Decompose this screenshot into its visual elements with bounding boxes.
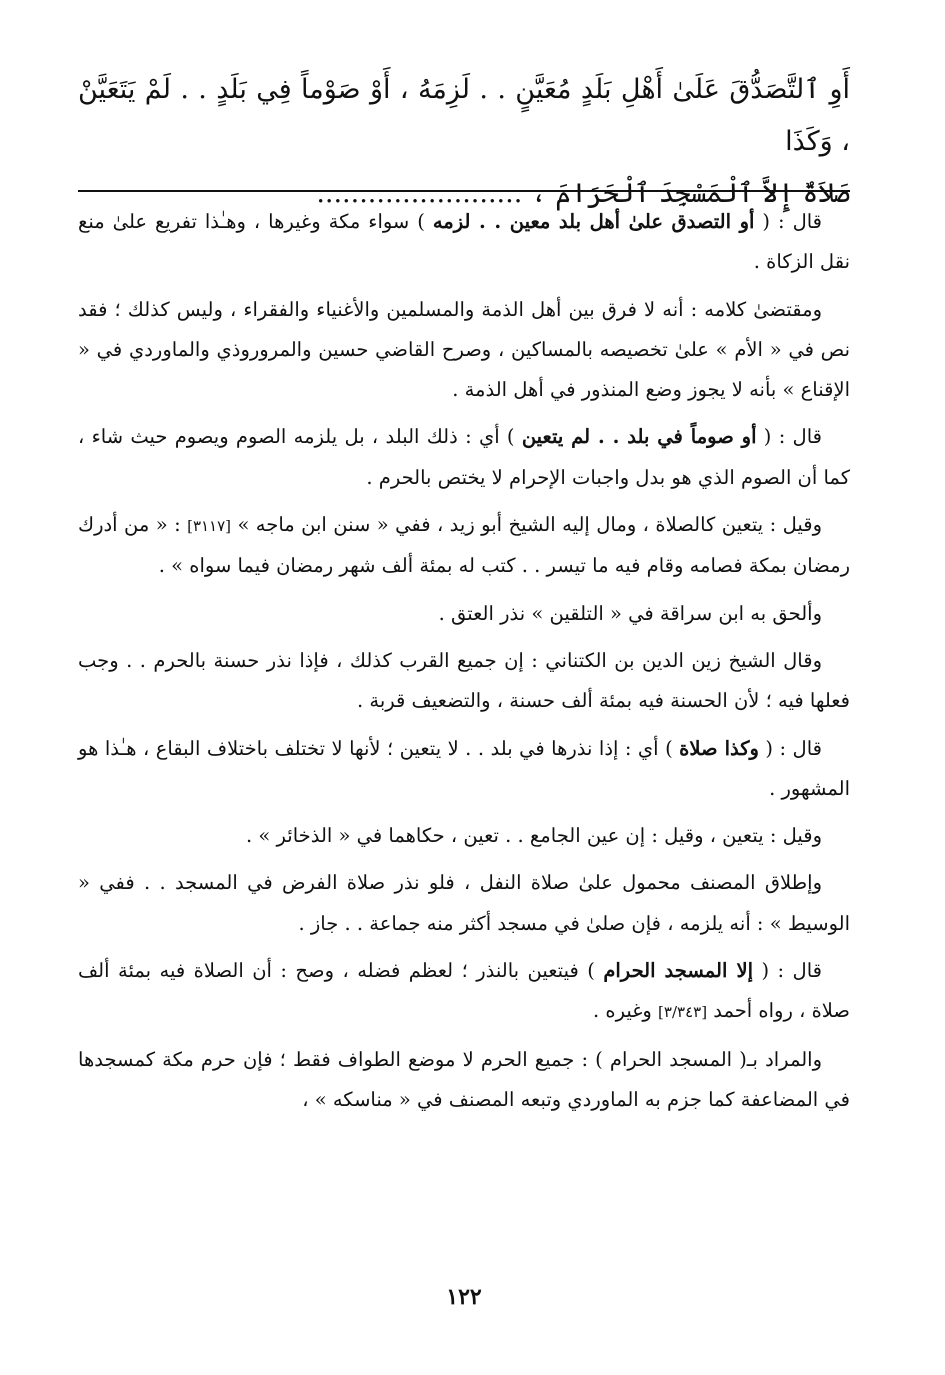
paragraph-11: والمراد بـ( المسجد الحرام ) : جميع الحرم لا موضع الطواف فقط ؛ فإن حرم مكة كمسجدها في المضاعفة كما جزم به الماوردي وتبعه المصنف في « مناسكه » ، (78, 1047, 850, 1111)
hadith-reference: [٣/٣٤٣] (658, 1003, 708, 1022)
paragraph-7: قال : ( وكذا صلاة ) أي : إذا نذرها في بلد . . لا يتعين ؛ لأنها لا تختلف باختلاف البقاع ، هـٰذا هو المشهور . (78, 736, 850, 800)
paragraph-1: قال : ( أو التصدق علىٰ أهل بلد معين . . لزمه ) سواء مكة وغيرها ، وهـٰذا تفريع علىٰ منع نقل الزكاة . (78, 210, 850, 274)
paragraph-4: وقيل : يتعين كالصلاة ، ومال إليه الشيخ أبو زيد ، ففي « سنن ابن ماجه » [٣١١٧] : « من أدرك رمضان بمكة فصامه وقام فيه ما تيسر . . كتب له بمئة ألف شهر رمضان فيما سواه » . (78, 513, 850, 578)
page-number: ١٢٢ (446, 1284, 482, 1310)
quoted-text: أو صوماً في بلد . . لم يتعين (521, 425, 757, 449)
main-text-line-1: أَوِ ٱلتَّصَدُّقَ عَلَىٰ أَهْلِ بَلَدٍ مُعَيَّنٍ . . لَزِمَهُ ، أَوْ صَوْماً فِي بَلَدٍ . . لَمْ يَتَعَيَّنْ ، وَكَذَا (78, 74, 850, 157)
paragraph-2: ومقتضىٰ كلامه : أنه لا فرق بين أهل الذمة والمسلمين والأغنياء والفقراء ، وليس كذلك ؛ فقد نص في « الأم » علىٰ تخصيصه بالمساكين ، وصرح القاضي حسين والمروروذي والماوردي في « الإقناع » بأنه لا يجوز وضع المنذور في أهل الذمة . (78, 297, 850, 402)
paragraph-8: وقيل : يتعين ، وقيل : إن عين الجامع . . تعين ، حكاهما في « الذخائر » . (246, 824, 822, 848)
paragraph-5: وألحق به ابن سراقة في « التلقين » نذر العتق . (438, 601, 822, 625)
separator-rule (78, 190, 850, 192)
main-text (78, 56, 850, 220)
commentary (78, 202, 850, 1127)
quoted-text: إلا المسجد الحرام (603, 959, 753, 983)
paragraph-9: وإطلاق المصنف محمول علىٰ صلاة النفل ، فلو نذر صلاة الفرض في المسجد . . ففي « الوسيط » : أنه يلزمه ، فإن صلىٰ في مسجد أكثر منه جماعة . . جاز . (78, 871, 850, 935)
paragraph-10: قال : ( إلا المسجد الحرام ) فيتعين بالنذر ؛ لعظم فضله ، وصح : أن الصلاة فيه بمئة ألف صلاة ، رواه أحمد [٣/٣٤٣] وغيره . (78, 959, 850, 1023)
dotted-leader: ........................ (316, 178, 523, 209)
paragraph-6: وقال الشيخ زين الدين بن الكتناني : إن جميع القرب كذلك ، فإذا نذر حسنة بالحرم . . وجب فعلها فيه ؛ لأن الحسنة فيه بمئة ألف حسنة ، والتضعيف قربة . (78, 648, 850, 713)
quoted-text: وكذا صلاة (679, 736, 759, 760)
paragraph-3: قال : ( أو صوماً في بلد . . لم يتعين ) أي : ذلك البلد ، بل يلزمه الصوم ويصوم حيث شاء ، كما أن الصوم الذي هو بدل واجبات الإحرام لا يختص بالحرم . (78, 425, 850, 489)
quoted-text: أو التصدق علىٰ أهل بلد معين . . لزمه (432, 210, 755, 233)
hadith-reference: [٣١١٧] (187, 517, 232, 536)
main-text-line-2: صَلاَةٌ إِلاَّ ٱلْمَسْجِدَ ٱلْحَرَامَ ، (530, 178, 850, 209)
book-page (78, 56, 850, 1356)
